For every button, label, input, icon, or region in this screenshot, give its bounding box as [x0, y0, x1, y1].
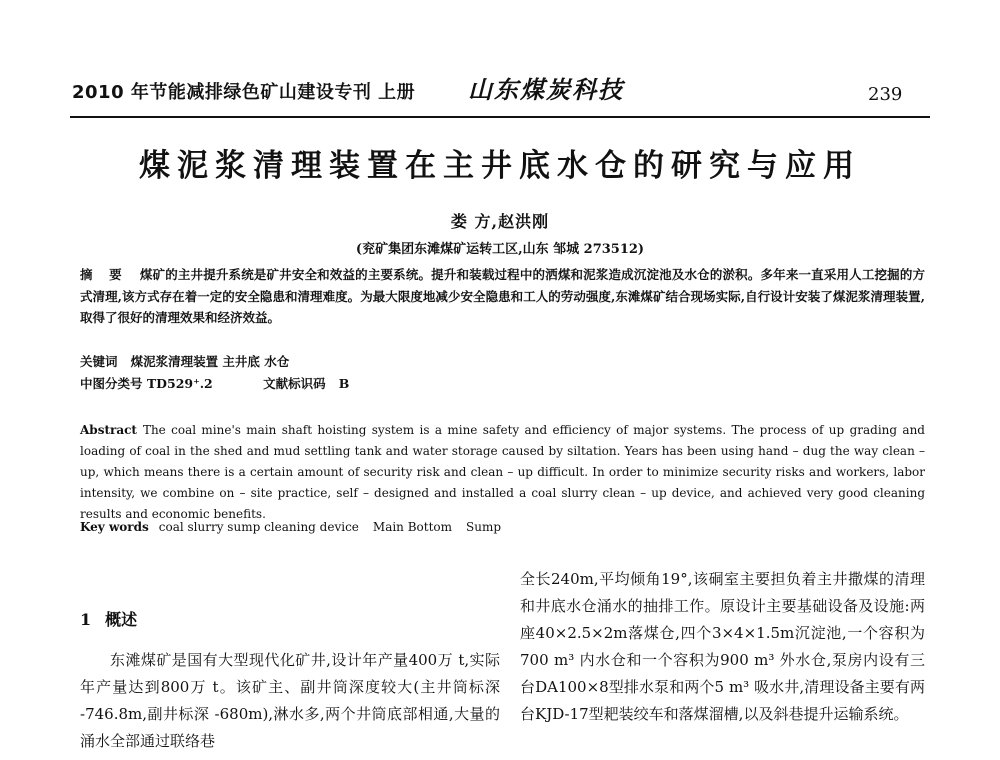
abstract-cn-text: 煤矿的主井提升系统是矿井安全和效益的主要系统。提升和装载过程中的洒煤和泥浆造成沉淀池及水仓的淤积。多年来一直采用人工挖掘的方式清理,该方式存在着一定的安全隐患和清理难度。为最大限度地减少安全隐患和工人的劳动强度,东滩煤矿结合现场实际,自行设计安装了煤泥浆清理装置,取得了很好的清理效果和经济效益。: [80, 267, 925, 325]
doc-code-label: 文献标识码: [263, 376, 326, 391]
abstract-en-text: The coal mine's main shaft hoisting system is a mine safety and efficiency of major systems. The process of up grading and loading of coal in the shed and mud settling tank and water storage caused by siltation. Years has been using hand – dug the way clean – up, which means there is a certain amount of security risk and clean – up difficult. In order to minimize security risks and workers, labor intensity, we combine on – site practice, self – designed and installed a coal slurry clean – up device, and achieved very good cleaning results and economic benefits.: [80, 423, 925, 521]
authors: 娄 方,赵洪刚: [450, 212, 550, 231]
body-right-column: 全长240m,平均倾角19°,该硐室主要担负着主井撒煤的清理和井底水仓涌水的抽排工作。原设计主要基础设备及设施:两座40×2.5×2m落煤仓,四个3×4×1.5m沉淀池,一个容积为700 m³ 内水仓和一个容积为900 m³ 外水仓,泵房内设有三台DA100×8型排水泵和两个5 m³ 吸水井,清理设备主要有两台KJD-17型耙装绞车和落煤溜槽,以及斜巷提升运输系统。: [520, 570, 925, 723]
section-paragraph: 东滩煤矿是国有大型现代化矿井,设计年产量400万 t,实际年产量达到800万 t。该矿主、副井筒深度较大(主井筒标深 -746.8m,副井标深 -680m),淋水多,两个井筒底部相通,大量的涌水全部通过联络巷: [80, 651, 500, 750]
clc-label: 中图分类号: [80, 376, 143, 391]
keyword-en-item: coal slurry sump cleaning device: [158, 520, 359, 534]
abstract-cn-label: 摘 要: [80, 267, 128, 282]
clc-value: TD529⁺.2: [146, 376, 213, 391]
keywords-cn-text: 煤泥浆清理装置 主井底 水仓: [130, 354, 290, 369]
affiliation: (兖矿集团东滩煤矿运转工区,山东 邹城 273512): [355, 242, 645, 257]
journal-logo: 山东煤炭科技: [468, 75, 624, 104]
doc-code-value: B: [338, 376, 350, 391]
journal-issue: 2010 年节能减排绿色矿山建设专刊 上册: [72, 82, 416, 103]
abstract-en: [80, 420, 925, 525]
abstract-cn: [80, 264, 925, 329]
body-left-column: [80, 606, 500, 755]
keyword-en-item: Main Bottom: [372, 520, 453, 534]
keywords-en: [80, 520, 501, 534]
keyword-en-item: Sump: [466, 520, 502, 534]
keywords-cn-label: 关键词: [80, 354, 118, 369]
section-title: 概述: [105, 610, 138, 629]
abstract-en-label: Abstract: [80, 423, 137, 437]
section-heading: [80, 606, 500, 633]
classification-line: [80, 374, 349, 392]
header-rule: [70, 116, 930, 118]
keywords-cn: [80, 352, 289, 370]
section-number: 1: [80, 610, 92, 629]
keywords-en-label: Key words: [80, 520, 149, 534]
page-number: 239: [868, 84, 903, 105]
article-title: 煤泥浆清理装置在主井底水仓的研究与应用: [139, 148, 861, 184]
